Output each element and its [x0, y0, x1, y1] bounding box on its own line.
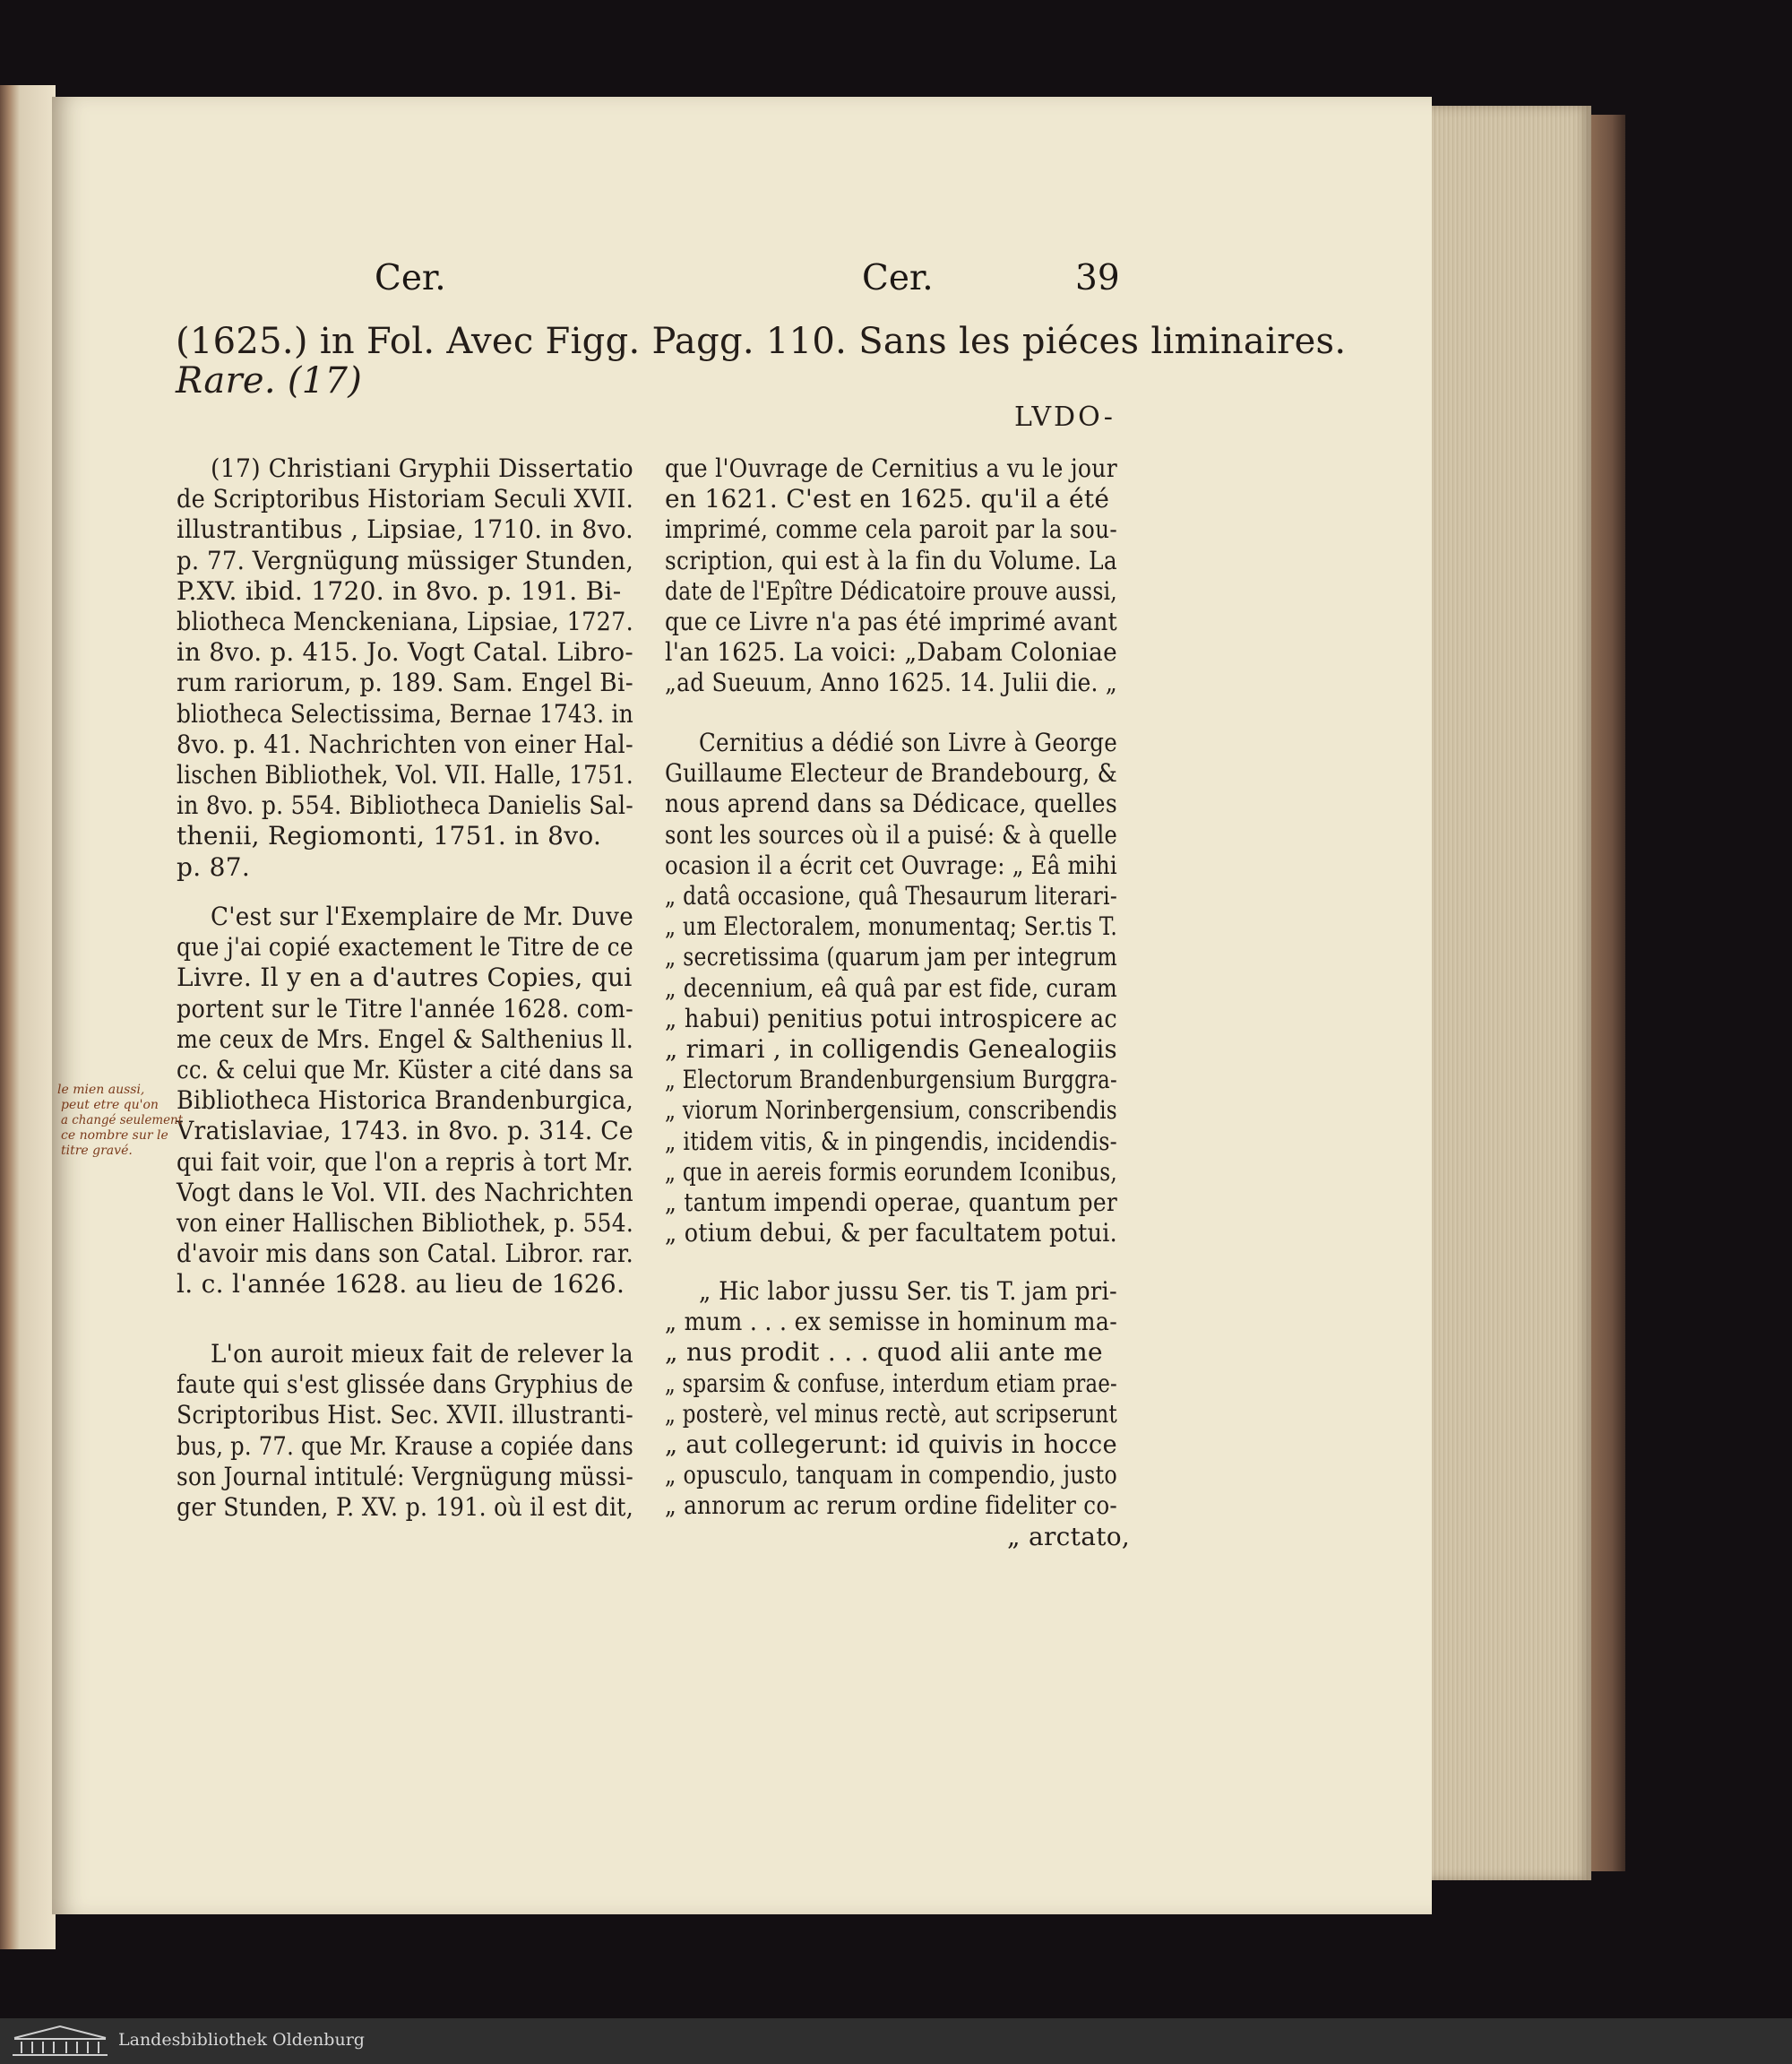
text-line: C'est sur l'Exemplaire de Mr. Duve — [211, 902, 633, 931]
page-number: 39 — [1075, 258, 1120, 298]
text-line: „ Hic labor jussu Ser. tis T. jam pri- — [699, 1276, 1117, 1306]
page-edges — [1432, 106, 1591, 1880]
text-line: „ datâ occasione, quâ Thesaurum literari- — [665, 881, 1117, 911]
text-line: portent sur le Titre l'année 1628. com- — [177, 993, 633, 1023]
text-line: „ opusculo, tanquam in compendio, justo — [665, 1460, 1117, 1490]
text-line: Bibliotheca Historica Brandenburgica, — [177, 1085, 633, 1116]
library-building-icon — [11, 2024, 109, 2058]
text-line: Scriptoribus Hist. Sec. XVII. illustranti- — [177, 1400, 633, 1430]
text-line: bus, p. 77. que Mr. Krause a copiée dans — [177, 1430, 633, 1461]
text-line: cc. & celui que Mr. Küster a cité dans sa — [177, 1055, 633, 1084]
text-line: „ arctato, — [1007, 1521, 1131, 1551]
book-cover-edge — [1591, 115, 1625, 1871]
text-line: Guillaume Electeur de Brandebourg, & — [665, 758, 1117, 789]
text-line: l'an 1625. La voici: „Dabam Coloniae — [665, 637, 1117, 668]
text-line: ger Stunden, P. XV. p. 191. où il est dit, — [177, 1492, 633, 1522]
text-line: bliotheca Selectissima, Bernae 1743. in — [177, 698, 633, 729]
text-line: „ nus prodit . . . quod alii ante me — [665, 1337, 1103, 1368]
footer-bar — [0, 2018, 1792, 2064]
text-line: de Scriptoribus Historiam Seculi XVII. — [177, 484, 633, 514]
text-line: illustrantibus , Lipsiae, 1710. in 8vo. — [177, 514, 633, 545]
left-page-edge — [0, 85, 56, 1949]
text-line: thenii, Regiomonti, 1751. in 8vo. — [177, 821, 602, 851]
text-line: „ sparsim & confuse, interdum etiam prae- — [665, 1368, 1117, 1398]
margin-note-line: peut etre qu'on — [61, 1098, 159, 1112]
text-line: rum rariorum, p. 189. Sam. Engel Bi- — [177, 668, 633, 698]
text-line: date de l'Epître Dédicatoire prouve aussi, — [665, 575, 1117, 606]
text-line: bliotheca Menckeniana, Lipsiae, 1727. — [177, 607, 633, 636]
text-line: que j'ai copié exactement le Titre de ce — [177, 932, 633, 963]
library-name: Landesbibliothek Oldenburg — [118, 2030, 365, 2050]
text-line: p. 87. — [177, 851, 251, 882]
text-line: „ habui) penitius potui introspicere ac — [665, 1003, 1117, 1033]
text-line: von einer Hallischen Bibliothek, p. 554. — [177, 1208, 633, 1238]
text-line: „ otium debui, & per facultatem potui. — [665, 1218, 1117, 1248]
text-line: d'avoir mis dans son Catal. Libror. rar. — [177, 1239, 633, 1269]
text-line: Vratislaviae, 1743. in 8vo. p. 314. Ce — [177, 1116, 633, 1146]
text-line: imprimé, comme cela paroit par la sou- — [665, 514, 1117, 545]
title-line: (1625.) in Fol. Avec Figg. Pagg. 110. Sans les piéces liminaires. — [176, 321, 1347, 362]
text-line: que l'Ouvrage de Cernitius a vu le jour — [665, 453, 1117, 483]
text-line: faute qui s'est glissée dans Gryphius de — [177, 1369, 633, 1400]
text-line: ocasion il a écrit cet Ouvrage: „ Eâ mihi — [665, 850, 1117, 880]
text-line: scription, qui est à la fin du Volume. La — [665, 545, 1117, 575]
margin-note-line: a changé seulement — [61, 1113, 183, 1127]
text-line: „ rimari , in colligendis Genealogiis — [665, 1034, 1117, 1064]
margin-note-line: le mien aussi, — [57, 1083, 145, 1097]
text-line: Vogt dans le Vol. VII. des Nachrichten — [177, 1177, 633, 1207]
text-line: in 8vo. p. 415. Jo. Vogt Catal. Libro- — [177, 637, 633, 668]
running-head-left: Cer. — [375, 258, 446, 298]
text-line: Livre. Il y en a d'autres Copies, qui — [177, 963, 633, 993]
text-line: „ secretissima (quarum jam per integrum — [665, 942, 1117, 972]
text-line: me ceux de Mrs. Engel & Salthenius ll. — [177, 1023, 633, 1054]
running-head-right: Cer. — [862, 258, 934, 298]
margin-note-line: titre gravé. — [61, 1144, 133, 1158]
text-line: in 8vo. p. 554. Bibliotheca Danielis Sal- — [177, 790, 633, 821]
text-line: nous aprend dans sa Dédicace, quelles — [665, 789, 1117, 819]
text-line: „ Electorum Brandenburgensium Burggra- — [665, 1065, 1117, 1095]
text-line: „ posterè, vel minus rectè, aut scripserunt — [665, 1398, 1117, 1429]
text-line: P.XV. ibid. 1720. in 8vo. p. 191. Bi- — [177, 575, 622, 606]
title-line: Rare. (17) — [176, 360, 363, 402]
text-line: lischen Bibliothek, Vol. VII. Halle, 1751. — [177, 760, 633, 790]
text-line: „ aut collegerunt: id quivis in hocce — [665, 1429, 1117, 1459]
text-line: p. 77. Vergnügung müssiger Stunden, — [177, 545, 633, 575]
text-line: „ decennium, eâ quâ par est fide, curam — [665, 972, 1117, 1003]
text-line: „ad Sueuum, Anno 1625. 14. Julii die. „ — [665, 668, 1117, 698]
text-line: „ viorum Norinbergensium, conscribendis — [665, 1095, 1117, 1126]
text-line: Cernitius a dédié son Livre à George — [699, 728, 1117, 757]
text-line: „ annorum ac rerum ordine fideliter co- — [665, 1490, 1117, 1521]
text-line: en 1621. C'est en 1625. qu'il a été — [665, 484, 1110, 514]
text-line: sont les sources où il a puisé: & à quelle — [665, 819, 1117, 850]
catchword: LVDO- — [1014, 402, 1116, 433]
text-line: l. c. l'année 1628. au lieu de 1626. — [177, 1269, 625, 1300]
text-line: „ um Electoralem, monumentaq; Ser.tis T. — [665, 911, 1117, 942]
text-line: „ tantum impendi operae, quantum per — [665, 1187, 1117, 1217]
text-line: que ce Livre n'a pas été imprimé avant — [665, 607, 1117, 636]
text-line: „ mum . . . ex semisse in hominum ma- — [665, 1307, 1117, 1337]
text-line: „ itidem vitis, & in pingendis, incidendis- — [665, 1126, 1117, 1156]
text-line: qui fait voir, que l'on a repris à tort Mr. — [177, 1146, 633, 1177]
text-line: „ que in aereis formis eorundem Iconibus, — [665, 1156, 1117, 1187]
margin-note-line: ce nombre sur le — [61, 1128, 168, 1143]
text-line: (17) Christiani Gryphii Dissertatio — [211, 453, 633, 483]
text-line: son Journal intitulé: Vergnügung müssi- — [177, 1461, 633, 1491]
text-line: L'on auroit mieux fait de relever la — [211, 1339, 633, 1369]
text-line: 8vo. p. 41. Nachrichten von einer Hal- — [177, 729, 633, 759]
